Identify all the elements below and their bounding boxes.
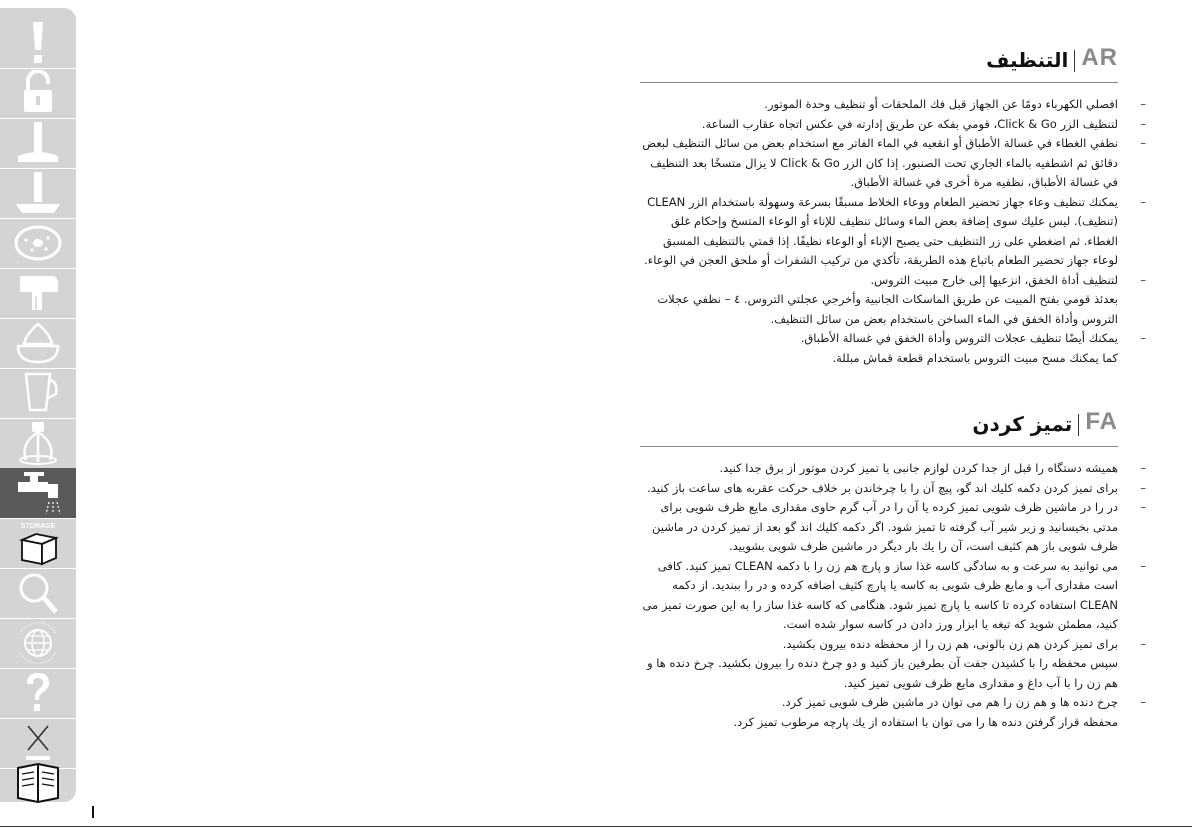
list-item: – يمكنك أيضًا تنظيف عجلات التروس وأداة الخفق في غسالة الأطباق. xyxy=(800,331,1146,345)
section-title: التنظيف xyxy=(986,48,1069,72)
cleaning-tab[interactable] xyxy=(0,468,76,518)
juicer-tab[interactable] xyxy=(0,318,76,368)
magnifier-icon xyxy=(12,570,64,616)
section-fa xyxy=(640,400,1146,732)
instruction-list xyxy=(640,95,1146,368)
question-icon xyxy=(12,670,64,716)
guarantee-tab[interactable] xyxy=(0,618,76,668)
mincer-icon xyxy=(12,270,64,316)
section-header xyxy=(640,36,1118,72)
section-header xyxy=(640,400,1118,436)
troubleshooting-tab[interactable] xyxy=(0,568,76,618)
manual-tab[interactable] xyxy=(0,756,76,806)
language-code: AR xyxy=(1081,44,1118,71)
warning-tab[interactable] xyxy=(0,18,76,68)
page-marker xyxy=(92,806,94,818)
header-rule xyxy=(640,82,1118,83)
list-item: – می توانید به سرعت و به سادگی کاسه غذا ساز و پارچ هم زن را با دکمه CLEAN تمیز کنید. کافی است مقداری آب و مایع ظرف شویی به کاسه یا پارچ کثیف اضافه کرده و در را ببندید. از دکمه CLEAN استفاده کرده تا کاسه یا پارچ تمیز شود. هنگامی که کاسه غذا ساز را به این صورت تمیز می کنید، مطمئن شوید که تیغه یا ابزار ورز دادن در کاسه سوار شده است. xyxy=(642,558,1146,631)
mincer-tab[interactable] xyxy=(0,268,76,318)
storage-tab[interactable] xyxy=(0,518,76,568)
blade-icon xyxy=(12,120,64,166)
blade-tab[interactable] xyxy=(0,118,76,168)
list-item: – در را در ماشین ظرف شویی تمیز کرده یا آن را در آب گرم حاوی مقداری مایع ظرف شویی برای مدتی بخیسانید و زیر شیر آب گرفته تا تمیز شود. اگر دکمه كليك اند گو بعد از تمیز کردن در ماشین ظرف شویی باز هم کثیف است، آن را يك بار دیگر در ماشین ظرف شویی بشویید. xyxy=(652,500,1146,553)
list-item: – نظفي الغطاء في غسالة الأطباق أو انقعيه في الماء الفاتر مع استخدام بعض من سائل التنظيف لبعض دقائق ثم اشطفيه بالماء الجاري تحت الصنبور. إذا كان الزر Click & Go لا يزال متسخًا بعد التنظيف في غسالة الأطباق، نظفيه مرة أخرى في غسالة الأطباق. xyxy=(642,136,1146,189)
language-code: FA xyxy=(1085,408,1118,435)
header-rule xyxy=(640,446,1118,447)
blender-jug-icon xyxy=(12,370,64,416)
header-divider xyxy=(1078,414,1079,436)
padlock-open-icon xyxy=(12,70,64,116)
list-item: – برای تمیز کردن هم زن بالونی، هم زن را از محفظه دنده بیرون بکشید. xyxy=(782,636,1146,651)
blender-tab[interactable] xyxy=(0,368,76,418)
list-item: – همیشه دستگاه را قبل از جدا کردن لوازم جانبی یا تمیز کردن موتور از برق جدا کنید. xyxy=(719,461,1146,475)
list-item: – لتنظيف الزر Click & Go، قومي بفكه عن طريق إدارته في عكس اتجاه عقارب الساعة. xyxy=(701,116,1146,131)
book-icon xyxy=(12,758,64,804)
list-item: كما يمكنك مسح مبيت التروس باستخدام قطعة قماش مبللة. xyxy=(832,350,1118,365)
list-item: محفظه قرار گرفتن دنده ها را می توان با استفاده از يك پارچه مرطوب تمیز کرد. xyxy=(733,714,1118,729)
instruction-list xyxy=(640,459,1146,732)
list-item: – چرخ دنده ها و هم زن را هم می توان در ماشین ظرف شویی تمیز کرد. xyxy=(781,695,1146,709)
dough-tool-icon xyxy=(12,170,64,216)
faucet-icon xyxy=(12,470,64,516)
list-item: – برای تمیز کردن دکمه كليك اند گو، پیچ آن را با چرخاندن بر خلاف حرکت عقربه های ساعت باز کنید. xyxy=(647,480,1146,495)
list-item: – لتنظيف أداة الخفق، انزعيها إلى خارج مبيت التروس. xyxy=(870,272,1146,287)
exclamation-icon xyxy=(12,20,64,66)
list-item: بعدئذ قومي بفتح المبيت عن طريق الماسكات الجانبية وأخرجي عجلتي التروس. ٤ – نظفي عجلات التروس وأداة الخفق في الماء الساخن باستخدام بعض من سائل التنظيف. xyxy=(657,292,1118,326)
list-item: – افصلي الكهرباء دومًا عن الجهاز قبل فك الملحقات أو تنظيف وحدة الموتور. xyxy=(764,97,1146,111)
chapter-sidebar xyxy=(0,8,76,802)
list-item: – يمكنك تنظيف وعاء جهاز تحضير الطعام ووعاء الخلاط مسبقًا بسرعة وسهولة باستخدام الزر CLEAN (تنظيف). ليس عليك سوى إضافة بعض الماء وسائل تنظيف للإناء أو الوعاء المتسخ وإحكام غلق الغطاء. ثم اضغطي على زر التنظيف حتى يصبح الإناء أو الوعاء نظيفًا. إذا قمتي بالتنظيف المسبق لوعاء جهاز تحضير الطعام باتباع هذه الطريقة، تأكدي من تركيب الشفرات أو ملحق العجن في الوعاء. xyxy=(644,194,1146,267)
grating-disc-icon xyxy=(12,220,64,266)
list-item: سپس محفظه را با کشیدن جفت آن بطرفین باز کنید و دو چرخ دنده را بیرون بکشید. چرخ دنده ها و هم زن را با آب داغ و مقداری مایع ظرف شویی تمیز کنید. xyxy=(647,656,1118,690)
page-bottom-rule xyxy=(0,826,1192,827)
disc-tab[interactable] xyxy=(0,218,76,268)
svg-text:STORAGE: STORAGE xyxy=(20,523,56,530)
citrus-press-icon xyxy=(12,320,64,366)
globe-icon xyxy=(12,620,64,666)
storage-box-icon xyxy=(12,520,64,566)
whisk-icon xyxy=(12,420,64,466)
header-divider xyxy=(1074,50,1075,72)
section-title: تميز کردن xyxy=(972,412,1073,436)
whisk-tab[interactable] xyxy=(0,418,76,468)
unlock-tab[interactable] xyxy=(0,68,76,118)
help-tab[interactable] xyxy=(0,668,76,718)
section-ar xyxy=(640,36,1146,368)
dough-tool-tab[interactable] xyxy=(0,168,76,218)
